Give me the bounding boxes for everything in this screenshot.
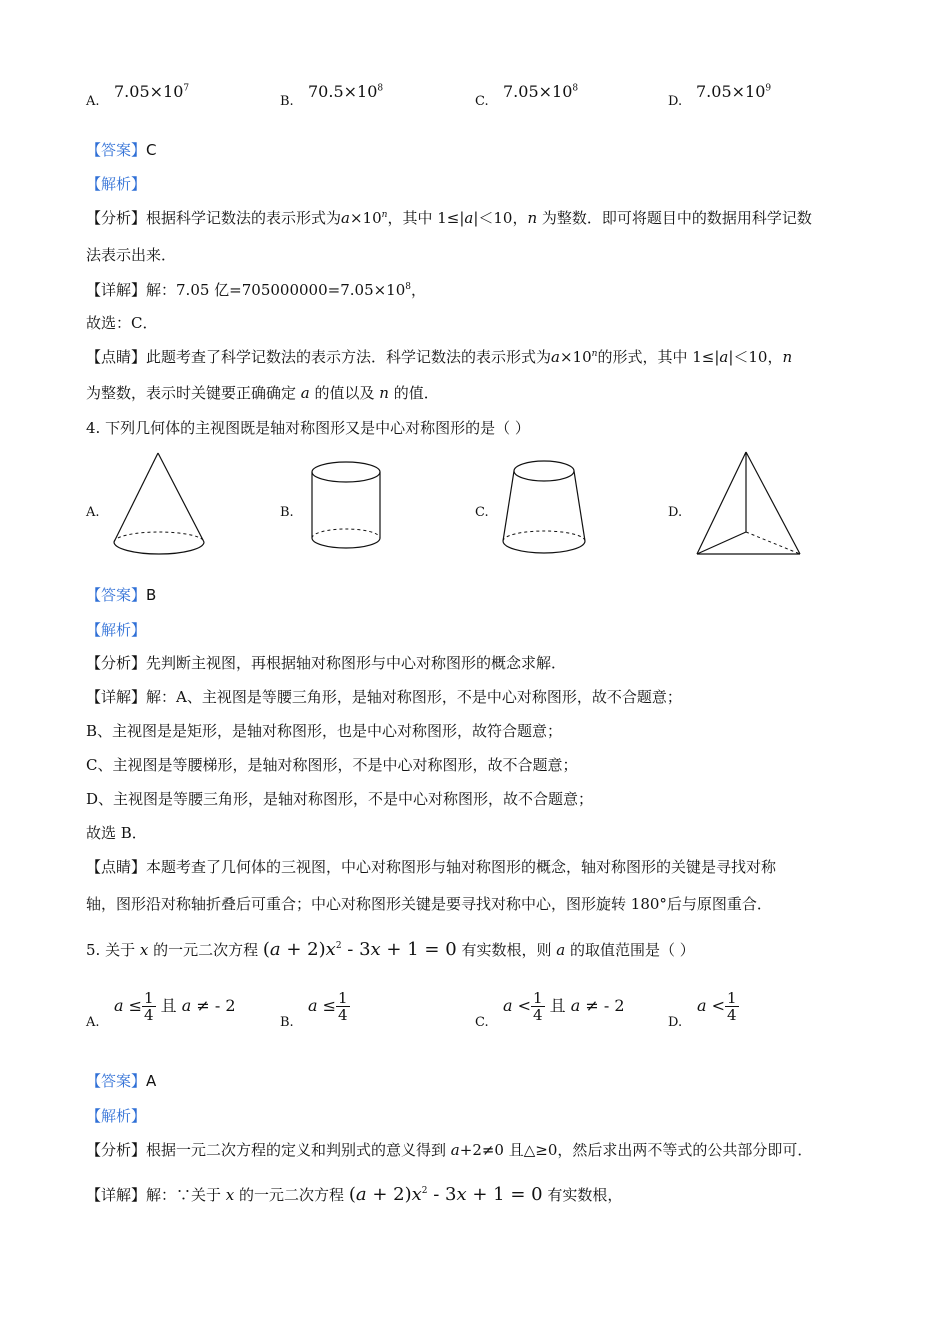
q3-option-a-expr: $7.05\times 10^7$ <box>114 82 190 101</box>
q4-option-c-label: C. <box>475 505 489 520</box>
q3-fenxi-line1: 【分析】根据科学记数法的表示形式为$a\times 10^n$，其中 1≤|a|＜10，n 为整数．即可将题目中的数据用科学记数 <box>86 209 812 227</box>
answer-tag: 【答案】 <box>86 1072 147 1090</box>
cylinder-icon <box>308 458 388 558</box>
q4-dianjing-line2: 轴，图形沿对称轴折叠后可重合；中心对称图形关键是要寻找对称中心，图形旋转 180°后与原图重合． <box>86 895 772 913</box>
q4-option-b-label: B. <box>280 505 294 520</box>
q3-dianjing-line2: 为整数，表示时关键要正确确定 a 的值以及 n 的值． <box>86 384 439 402</box>
q3-option-a-label: A. <box>86 94 100 109</box>
answer-value: A <box>146 1072 157 1090</box>
cone-icon <box>110 450 210 560</box>
q4-analysis-tag: 【解析】 <box>86 621 147 639</box>
q3-option-c-expr: $7.05\times 10^8$ <box>503 82 579 101</box>
q4-dianjing-line1: 【点睛】本题考查了几何体的三视图，中心对称图形与轴对称图形的概念，轴对称图形的关键是寻找对称 <box>86 858 777 876</box>
q3-option-d-expr: $7.05\times 10^9$ <box>696 82 772 101</box>
q4-line-c: C、主视图是等腰梯形，是轴对称图形，不是中心对称图形，故不合题意； <box>86 756 578 774</box>
q5-answer <box>86 1071 156 1091</box>
q3-analysis-tag: 【解析】 <box>86 175 147 193</box>
q4-fenxi: 【分析】先判断主视图，再根据轴对称图形与中心对称图形的概念求解． <box>86 654 567 672</box>
answer-value: B <box>146 586 157 604</box>
q3-xiangjie: 【详解】解：7.05 亿$=705000000=7.05\times 10^8$， <box>86 281 427 299</box>
q5-option-b-label: B. <box>280 1015 294 1030</box>
q3-answer <box>86 140 157 160</box>
q4-title: 4. 下列几何体的主视图既是轴对称图形又是中心对称图形的是（ ） <box>86 419 530 437</box>
tetrahedron-icon <box>692 448 807 560</box>
q5-xiangjie-equation: $(a + 2)x^2 - 3x + 1 = 0$ <box>348 1184 543 1205</box>
q5-option-a-expr: a ≤ $\frac{1}{4}$ 且 a ≠ - 2 <box>114 989 236 1024</box>
q5-equation: $(a + 2)x^2 - 3x + 1 = 0$ <box>262 939 457 960</box>
q5-option-c-label: C. <box>475 1015 489 1030</box>
q5-option-c-expr: a < $\frac{1}{4}$ 且 a ≠ - 2 <box>503 989 625 1024</box>
q5-xiangjie: 【详解】解：∵关于 x 的一元二次方程 $(a + 2)x^2 - 3x + 1 = 0$ 有实数根， <box>86 1184 623 1205</box>
q5-option-d-label: D. <box>668 1015 683 1030</box>
q5-title: 5. 关于 x 的一元二次方程 $(a + 2)x^2 - 3x + 1 = 0$ 有实数根，则 a 的取值范围是（ ） <box>86 939 695 960</box>
q4-answer <box>86 585 156 605</box>
q3-fenxi-line2: 法表示出来． <box>86 246 177 264</box>
q3-dianjing-line1: 【点睛】此题考查了科学记数法的表示方法．科学记数法的表示形式为$a\times 10^n$的形式，其中 1≤|a|＜10，n <box>86 348 793 366</box>
q4-option-a-label: A. <box>86 505 100 520</box>
q4-xiangjie: 【详解】解：A、主视图是等腰三角形，是轴对称图形，不是中心对称图形，故不合题意； <box>86 688 682 706</box>
q3-option-c-label: C. <box>475 94 489 109</box>
q5-fenxi: 【分析】根据一元二次方程的定义和判别式的意义得到 a+2≠0 且△≥0，然后求出两不等式的公共部分即可． <box>86 1141 813 1159</box>
q5-option-b-expr: a ≤ $\frac{1}{4}$ <box>308 989 348 1024</box>
q3-gu: 故选：C． <box>86 314 158 332</box>
q4-gu: 故选 B． <box>86 824 147 842</box>
frustum-icon <box>498 455 593 560</box>
q3-option-d-label: D. <box>668 94 683 109</box>
q3-option-b-expr: $70.5\times 10^8$ <box>308 82 384 101</box>
answer-value: C <box>146 141 157 159</box>
q5-analysis-tag: 【解析】 <box>86 1107 147 1125</box>
q4-option-d-label: D. <box>668 505 683 520</box>
q5-option-d-expr: a < $\frac{1}{4}$ <box>697 989 737 1024</box>
q3-option-b-label: B. <box>280 94 294 109</box>
q5-option-a-label: A. <box>86 1015 100 1030</box>
answer-tag: 【答案】 <box>86 141 147 159</box>
q4-line-b: B、主视图是是矩形，是轴对称图形，也是中心对称图形，故符合题意； <box>86 722 563 740</box>
answer-tag: 【答案】 <box>86 586 147 604</box>
q4-line-d: D、主视图是等腰三角形，是轴对称图形，不是中心对称图形，故不合题意； <box>86 790 594 808</box>
